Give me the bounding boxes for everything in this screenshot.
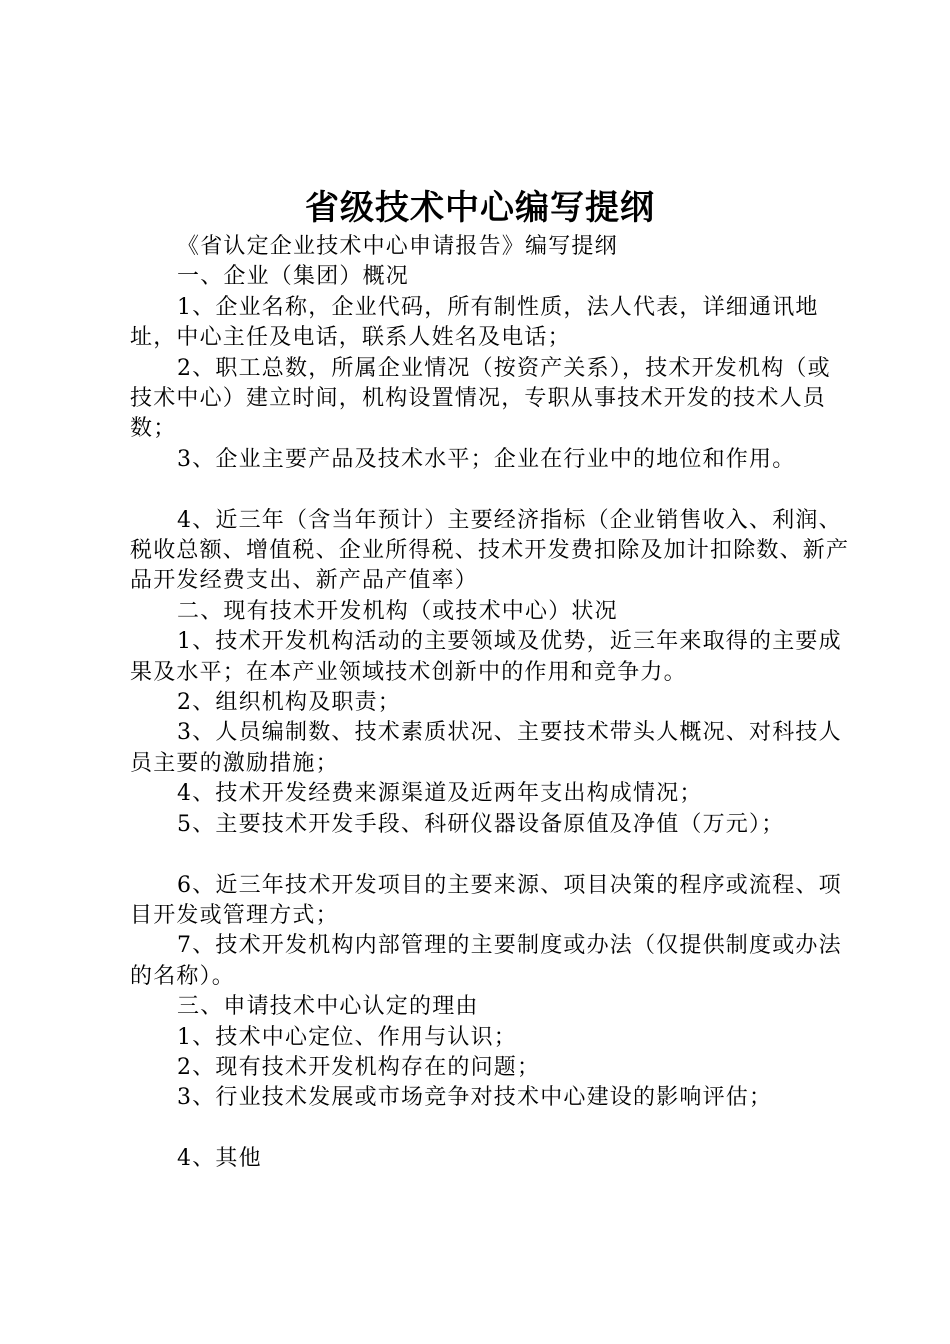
- list-item: 3、人员编制数、技术素质状况、主要技术带头人概况、对科技人员主要的激励措施；: [130, 720, 842, 776]
- list-item: 2、组织机构及职责；: [177, 690, 401, 716]
- list-item: 4、技术开发经费来源渠道及近两年支出构成情况；: [177, 781, 703, 807]
- list-item: 1、技术开发机构活动的主要领域及优势，近三年来取得的主要成果及水平；在本产业领域技术创新中的作用和竞争力。: [130, 629, 842, 685]
- document-title: 省级技术中心编写提纲: [305, 188, 655, 228]
- list-item: 4、其他: [177, 1146, 262, 1172]
- list-item: 1、技术中心定位、作用与认识；: [177, 1024, 517, 1050]
- list-item: 5、主要技术开发手段、科研仪器设备原值及净值（万元）；: [177, 811, 785, 837]
- section-heading-2: 二、现有技术开发机构（或技术中心）状况: [177, 598, 618, 624]
- list-item: 4、近三年（含当年预计）主要经济指标（企业销售收入、利润、税收总额、增值税、企业所得税、技术开发费扣除及加计扣除数、新产品开发经费支出、新产品产值率）: [130, 507, 850, 594]
- blank-line: [130, 1114, 850, 1144]
- document-body: [130, 232, 850, 1175]
- list-item: 3、企业主要产品及技术水平；企业在行业中的地位和作用。: [177, 446, 796, 472]
- blank-line: [130, 840, 850, 870]
- list-item: 3、行业技术发展或市场竞争对技术中心建设的影响评估；: [177, 1085, 773, 1111]
- list-item: 6、近三年技术开发项目的主要来源、项目决策的程序或流程、项目开发或管理方式；: [130, 872, 842, 928]
- list-item: 1、企业名称，企业代码，所有制性质，法人代表，详细通讯地址，中心主任及电话，联系人姓名及电话；: [130, 294, 819, 351]
- list-item: 2、职工总数，所属企业情况（按资产关系），技术开发机构（或技术中心）建立时间，机构设置情况，专职从事技术开发的技术人员数；: [130, 355, 831, 442]
- section-heading-3: 三、申请技术中心认定的理由: [177, 994, 479, 1020]
- blank-line: [130, 475, 850, 505]
- list-item: 7、技术开发机构内部管理的主要制度或办法（仅提供制度或办法的名称）。: [130, 933, 842, 989]
- section-heading-1: 一、企业（集团）概况: [177, 264, 410, 290]
- list-item: 2、现有技术开发机构存在的问题；: [177, 1054, 541, 1080]
- subtitle-paragraph: 《省认定企业技术中心申请报告》编写提纲: [177, 234, 618, 259]
